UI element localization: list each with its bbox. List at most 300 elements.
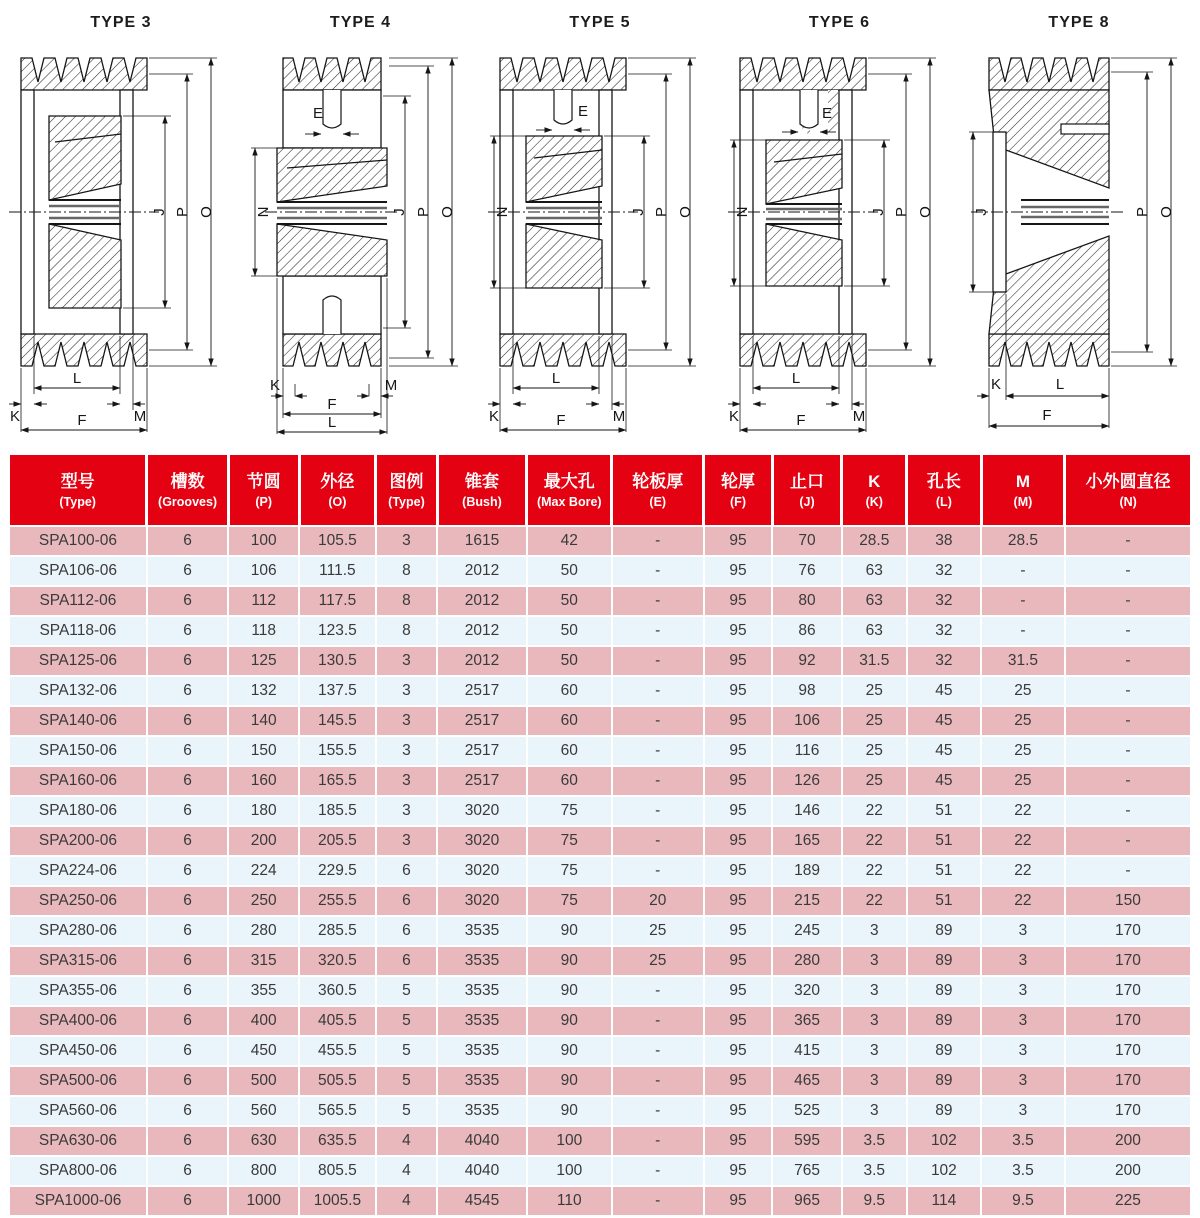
cell-figure: 5 — [376, 1096, 437, 1126]
cell-f: 95 — [704, 826, 772, 856]
cell-j: 98 — [772, 676, 842, 706]
dim-label-l: L — [791, 370, 800, 387]
cell-od: 117.5 — [299, 586, 376, 616]
cell-k: 9.5 — [842, 1186, 907, 1215]
cell-pitch: 630 — [228, 1126, 299, 1156]
cell-grooves: 6 — [147, 616, 228, 646]
table-row — [10, 946, 1190, 976]
cell-e: 25 — [612, 916, 704, 946]
cell-figure: 3 — [376, 526, 437, 556]
cell-f: 95 — [704, 856, 772, 886]
cell-od: 155.5 — [299, 736, 376, 766]
dim-label-n: N — [494, 206, 511, 218]
cell-n: 150 — [1065, 886, 1190, 916]
cell-m: 3.5 — [981, 1156, 1065, 1186]
cell-n: 170 — [1065, 1036, 1190, 1066]
cell-type: SPA125-06 — [10, 646, 147, 676]
spec-table — [10, 455, 1190, 1215]
cell-type: SPA200-06 — [10, 826, 147, 856]
cell-type: SPA224-06 — [10, 856, 147, 886]
cell-grooves: 6 — [147, 856, 228, 886]
dim-label-j: J — [390, 208, 408, 216]
cell-l: 89 — [907, 1006, 981, 1036]
cell-k: 25 — [842, 766, 907, 796]
dim-label-j: J — [973, 208, 990, 216]
cell-type: SPA140-06 — [10, 706, 147, 736]
cell-f: 95 — [704, 946, 772, 976]
dim-label-j: J — [630, 208, 647, 216]
cell-type: SPA250-06 — [10, 886, 147, 916]
dim-label-n: N — [254, 206, 272, 218]
cell-od: 1005.5 — [299, 1186, 376, 1215]
cell-l: 102 — [907, 1126, 981, 1156]
cell-maxbore: 90 — [527, 1036, 612, 1066]
cell-l: 102 — [907, 1156, 981, 1186]
table-row — [10, 1066, 1190, 1096]
cell-bush: 4040 — [437, 1126, 527, 1156]
cell-f: 95 — [704, 766, 772, 796]
dim-label-l: L — [551, 370, 561, 387]
column-header-bush: 锥套 (Bush) — [437, 455, 527, 526]
column-header-figure: 图例 (Type) — [376, 455, 437, 526]
cell-n: 170 — [1065, 1096, 1190, 1126]
cell-grooves: 6 — [147, 646, 228, 676]
dim-label-f: F — [1042, 407, 1052, 424]
cell-type: SPA315-06 — [10, 946, 147, 976]
dim-label-p: P — [653, 206, 670, 218]
drawing-title: TYPE 3 — [90, 14, 152, 31]
cell-f: 95 — [704, 706, 772, 736]
dim-label-p: P — [174, 206, 191, 218]
pulley-cross-section-type3 — [7, 36, 235, 436]
cell-l: 45 — [907, 706, 981, 736]
cell-n: - — [1065, 766, 1190, 796]
cell-f: 95 — [704, 646, 772, 676]
cell-m: 22 — [981, 856, 1065, 886]
cell-l: 45 — [907, 736, 981, 766]
cell-pitch: 500 — [228, 1066, 299, 1096]
cell-k: 3 — [842, 946, 907, 976]
column-header-k: K (K) — [842, 455, 907, 526]
cell-m: 3.5 — [981, 1126, 1065, 1156]
table-row — [10, 616, 1190, 646]
cell-maxbore: 42 — [527, 526, 612, 556]
cell-grooves: 6 — [147, 526, 228, 556]
cell-k: 28.5 — [842, 526, 907, 556]
cell-figure: 8 — [376, 616, 437, 646]
table-row — [10, 1186, 1190, 1215]
cell-bush: 3535 — [437, 1006, 527, 1036]
cell-f: 95 — [704, 1066, 772, 1096]
cell-maxbore: 50 — [527, 646, 612, 676]
table-row — [10, 1156, 1190, 1186]
cell-m: 25 — [981, 676, 1065, 706]
cell-m: 3 — [981, 916, 1065, 946]
cell-k: 3 — [842, 1006, 907, 1036]
cell-maxbore: 60 — [527, 766, 612, 796]
cell-maxbore: 110 — [527, 1186, 612, 1215]
cell-bush: 2012 — [437, 616, 527, 646]
dim-label-l: L — [72, 370, 82, 387]
cell-maxbore: 100 — [527, 1126, 612, 1156]
cell-od: 505.5 — [299, 1066, 376, 1096]
cell-od: 285.5 — [299, 916, 376, 946]
dim-label-e: E — [312, 105, 323, 122]
cell-m: 22 — [981, 826, 1065, 856]
cell-l: 32 — [907, 646, 981, 676]
cell-n: - — [1065, 646, 1190, 676]
cell-n: 170 — [1065, 1006, 1190, 1036]
column-header-pitch: 节圆 (P) — [228, 455, 299, 526]
dim-label-f: F — [795, 412, 806, 429]
cell-grooves: 6 — [147, 946, 228, 976]
cell-figure: 4 — [376, 1126, 437, 1156]
table-row — [10, 736, 1190, 766]
cell-pitch: 355 — [228, 976, 299, 1006]
cell-n: 200 — [1065, 1156, 1190, 1186]
cell-bush: 3020 — [437, 826, 527, 856]
dim-label-k: K — [728, 408, 739, 425]
dim-label-p: P — [1134, 206, 1151, 218]
column-header-n: 小外圆直径 (N) — [1065, 455, 1190, 526]
cell-f: 95 — [704, 526, 772, 556]
cell-f: 95 — [704, 976, 772, 1006]
cell-figure: 3 — [376, 766, 437, 796]
cell-e: 20 — [612, 886, 704, 916]
dim-label-l: L — [327, 414, 336, 431]
cell-type: SPA500-06 — [10, 1066, 147, 1096]
table-row — [10, 916, 1190, 946]
cell-j: 280 — [772, 946, 842, 976]
cell-f: 95 — [704, 1186, 772, 1215]
column-header-m: M (M) — [981, 455, 1065, 526]
cell-l: 32 — [907, 616, 981, 646]
cell-bush: 2517 — [437, 676, 527, 706]
cell-f: 95 — [704, 1156, 772, 1186]
cell-n: - — [1065, 826, 1190, 856]
cell-od: 105.5 — [299, 526, 376, 556]
cell-j: 365 — [772, 1006, 842, 1036]
cell-od: 565.5 — [299, 1096, 376, 1126]
cell-f: 95 — [704, 1006, 772, 1036]
column-header-f: 轮厚 (F) — [704, 455, 772, 526]
cell-pitch: 180 — [228, 796, 299, 826]
cell-m: 3 — [981, 1066, 1065, 1096]
cell-e: - — [612, 1096, 704, 1126]
cell-bush: 4040 — [437, 1156, 527, 1186]
cell-maxbore: 50 — [527, 586, 612, 616]
cell-bush: 3535 — [437, 1066, 527, 1096]
cell-m: 3 — [981, 1006, 1065, 1036]
cell-pitch: 106 — [228, 556, 299, 586]
table-row — [10, 586, 1190, 616]
cell-pitch: 560 — [228, 1096, 299, 1126]
cell-od: 145.5 — [299, 706, 376, 736]
cell-e: - — [612, 586, 704, 616]
cell-figure: 5 — [376, 976, 437, 1006]
cell-bush: 3535 — [437, 1096, 527, 1126]
cell-maxbore: 75 — [527, 796, 612, 826]
header-row — [10, 455, 1190, 526]
column-header-l: 孔长 (L) — [907, 455, 981, 526]
dim-label-n: N — [733, 206, 751, 218]
cell-e: - — [612, 856, 704, 886]
cell-type: SPA1000-06 — [10, 1186, 147, 1215]
cell-f: 95 — [704, 736, 772, 766]
table-row — [10, 646, 1190, 676]
drawing-type-4 — [242, 0, 480, 450]
cell-figure: 6 — [376, 946, 437, 976]
drawing-type-5 — [481, 0, 719, 450]
cell-e: - — [612, 1066, 704, 1096]
cell-l: 89 — [907, 1066, 981, 1096]
cell-grooves: 6 — [147, 826, 228, 856]
cell-pitch: 1000 — [228, 1186, 299, 1215]
cell-od: 165.5 — [299, 766, 376, 796]
cell-od: 137.5 — [299, 676, 376, 706]
cell-m: - — [981, 556, 1065, 586]
cell-k: 22 — [842, 856, 907, 886]
table-row — [10, 886, 1190, 916]
cell-m: 25 — [981, 766, 1065, 796]
cell-od: 255.5 — [299, 886, 376, 916]
cell-l: 89 — [907, 976, 981, 1006]
cell-k: 3.5 — [842, 1126, 907, 1156]
cell-n: 225 — [1065, 1186, 1190, 1215]
cell-l: 32 — [907, 556, 981, 586]
cell-pitch: 140 — [228, 706, 299, 736]
cell-figure: 3 — [376, 646, 437, 676]
dim-label-o: O — [677, 206, 694, 218]
dim-label-j: J — [151, 208, 168, 216]
cell-pitch: 800 — [228, 1156, 299, 1186]
cell-bush: 2012 — [437, 586, 527, 616]
cell-pitch: 400 — [228, 1006, 299, 1036]
cell-type: SPA630-06 — [10, 1126, 147, 1156]
cell-pitch: 100 — [228, 526, 299, 556]
cell-figure: 3 — [376, 796, 437, 826]
cell-m: 3 — [981, 976, 1065, 1006]
cell-e: - — [612, 556, 704, 586]
cell-type: SPA150-06 — [10, 736, 147, 766]
cell-pitch: 224 — [228, 856, 299, 886]
cell-pitch: 315 — [228, 946, 299, 976]
cell-k: 63 — [842, 586, 907, 616]
drawing-type-3 — [2, 0, 240, 450]
drawing-title: TYPE 5 — [569, 14, 631, 31]
pulley-cross-section-type4 — [247, 36, 475, 436]
cell-l: 51 — [907, 856, 981, 886]
cell-l: 51 — [907, 826, 981, 856]
cell-m: 25 — [981, 736, 1065, 766]
dim-label-j: J — [869, 208, 887, 216]
cell-l: 45 — [907, 766, 981, 796]
column-header-e: 轮板厚 (E) — [612, 455, 704, 526]
cell-m: 25 — [981, 706, 1065, 736]
cell-k: 3 — [842, 976, 907, 1006]
cell-figure: 4 — [376, 1186, 437, 1215]
cell-k: 25 — [842, 736, 907, 766]
cell-e: - — [612, 616, 704, 646]
cell-grooves: 6 — [147, 586, 228, 616]
cell-maxbore: 90 — [527, 976, 612, 1006]
table-row — [10, 1036, 1190, 1066]
cell-n: - — [1065, 586, 1190, 616]
cell-e: - — [612, 796, 704, 826]
cell-l: 51 — [907, 886, 981, 916]
cell-k: 3 — [842, 916, 907, 946]
cell-k: 3 — [842, 1036, 907, 1066]
cell-l: 89 — [907, 916, 981, 946]
cell-pitch: 112 — [228, 586, 299, 616]
cell-l: 38 — [907, 526, 981, 556]
cell-type: SPA355-06 — [10, 976, 147, 1006]
cell-pitch: 150 — [228, 736, 299, 766]
dim-label-m: M — [852, 408, 865, 425]
column-header-type: 型号 (Type) — [10, 455, 147, 526]
cell-j: 86 — [772, 616, 842, 646]
cell-j: 245 — [772, 916, 842, 946]
cell-j: 525 — [772, 1096, 842, 1126]
cell-grooves: 6 — [147, 766, 228, 796]
cell-pitch: 200 — [228, 826, 299, 856]
cell-j: 76 — [772, 556, 842, 586]
cell-type: SPA280-06 — [10, 916, 147, 946]
cell-j: 116 — [772, 736, 842, 766]
cell-od: 405.5 — [299, 1006, 376, 1036]
cell-n: - — [1065, 706, 1190, 736]
cell-m: - — [981, 616, 1065, 646]
cell-j: 465 — [772, 1066, 842, 1096]
cell-n: 170 — [1065, 976, 1190, 1006]
pulley-drawings — [0, 0, 1200, 450]
table-row — [10, 1126, 1190, 1156]
cell-bush: 3020 — [437, 886, 527, 916]
cell-maxbore: 75 — [527, 856, 612, 886]
column-header-j: 止口 (J) — [772, 455, 842, 526]
cell-figure: 3 — [376, 706, 437, 736]
cell-pitch: 450 — [228, 1036, 299, 1066]
spec-table-body — [10, 526, 1190, 1215]
cell-e: - — [612, 826, 704, 856]
table-row — [10, 766, 1190, 796]
cell-type: SPA118-06 — [10, 616, 147, 646]
cell-bush: 3535 — [437, 976, 527, 1006]
cell-pitch: 250 — [228, 886, 299, 916]
cell-e: - — [612, 1036, 704, 1066]
cell-figure: 4 — [376, 1156, 437, 1186]
dim-label-f: F — [556, 412, 566, 429]
cell-grooves: 6 — [147, 886, 228, 916]
cell-od: 229.5 — [299, 856, 376, 886]
cell-e: - — [612, 1156, 704, 1186]
cell-pitch: 118 — [228, 616, 299, 646]
cell-j: 415 — [772, 1036, 842, 1066]
cell-e: - — [612, 1006, 704, 1036]
cell-f: 95 — [704, 1036, 772, 1066]
cell-maxbore: 60 — [527, 736, 612, 766]
cell-od: 111.5 — [299, 556, 376, 586]
drawing-type-8 — [960, 0, 1198, 450]
cell-figure: 6 — [376, 916, 437, 946]
cell-f: 95 — [704, 1096, 772, 1126]
dim-label-o: O — [916, 206, 934, 218]
dim-label-k: K — [9, 408, 21, 425]
pulley-cross-section-type5 — [486, 36, 714, 436]
cell-f: 95 — [704, 916, 772, 946]
cell-e: - — [612, 736, 704, 766]
table-row — [10, 1006, 1190, 1036]
cell-od: 360.5 — [299, 976, 376, 1006]
dim-label-m: M — [612, 408, 626, 425]
table-row — [10, 556, 1190, 586]
cell-k: 3 — [842, 1066, 907, 1096]
cell-n: 170 — [1065, 946, 1190, 976]
cell-k: 3 — [842, 1096, 907, 1126]
cell-j: 215 — [772, 886, 842, 916]
cell-m: 3 — [981, 946, 1065, 976]
cell-m: 3 — [981, 1096, 1065, 1126]
cell-maxbore: 100 — [527, 1156, 612, 1186]
cell-j: 70 — [772, 526, 842, 556]
drawing-type-6 — [721, 0, 959, 450]
cell-k: 25 — [842, 676, 907, 706]
dim-label-o: O — [1158, 206, 1175, 218]
cell-type: SPA450-06 — [10, 1036, 147, 1066]
cell-maxbore: 75 — [527, 826, 612, 856]
dim-label-l: L — [1055, 376, 1065, 393]
cell-maxbore: 90 — [527, 1096, 612, 1126]
cell-n: - — [1065, 736, 1190, 766]
cell-j: 146 — [772, 796, 842, 826]
cell-j: 189 — [772, 856, 842, 886]
dim-label-k: K — [488, 408, 500, 425]
dim-label-f: F — [77, 412, 87, 429]
cell-pitch: 125 — [228, 646, 299, 676]
cell-od: 635.5 — [299, 1126, 376, 1156]
cell-k: 63 — [842, 616, 907, 646]
cell-l: 89 — [907, 1096, 981, 1126]
drawing-title: TYPE 8 — [1048, 14, 1110, 31]
cell-type: SPA106-06 — [10, 556, 147, 586]
cell-od: 205.5 — [299, 826, 376, 856]
cell-grooves: 6 — [147, 1156, 228, 1186]
cell-bush: 3020 — [437, 856, 527, 886]
cell-m: 22 — [981, 796, 1065, 826]
dim-label-p: P — [892, 206, 910, 218]
cell-n: 170 — [1065, 1066, 1190, 1096]
cell-m: 28.5 — [981, 526, 1065, 556]
cell-figure: 3 — [376, 736, 437, 766]
cell-od: 130.5 — [299, 646, 376, 676]
dim-label-o: O — [198, 206, 215, 218]
cell-l: 45 — [907, 676, 981, 706]
cell-grooves: 6 — [147, 556, 228, 586]
cell-bush: 3535 — [437, 916, 527, 946]
cell-n: 200 — [1065, 1126, 1190, 1156]
cell-maxbore: 60 — [527, 706, 612, 736]
cell-pitch: 160 — [228, 766, 299, 796]
cell-n: - — [1065, 526, 1190, 556]
cell-grooves: 6 — [147, 1006, 228, 1036]
cell-k: 22 — [842, 826, 907, 856]
cell-j: 320 — [772, 976, 842, 1006]
cell-n: - — [1065, 796, 1190, 826]
column-header-grooves: 槽数 (Grooves) — [147, 455, 228, 526]
dim-label-k: K — [269, 377, 280, 394]
pulley-cross-section-type6 — [726, 36, 954, 436]
cell-maxbore: 90 — [527, 916, 612, 946]
